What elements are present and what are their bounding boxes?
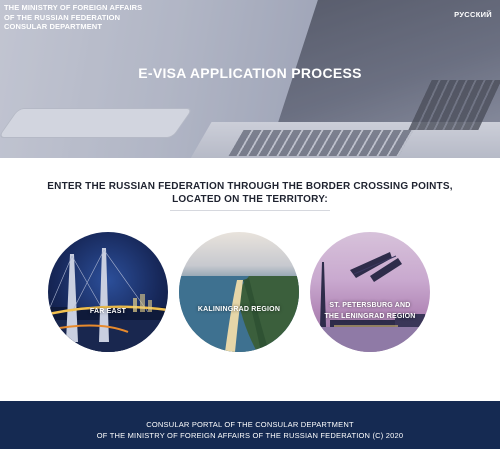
border-crossing-heading [0,180,500,206]
page-title: E-VISA APPLICATION PROCESS [138,65,362,81]
site-footer [0,401,500,449]
region-card-st-petersburg[interactable] [310,232,430,352]
region-label-st-petersburg [310,300,430,322]
region-card-kaliningrad[interactable] [179,232,299,352]
ministry-line-1: THE MINISTRY OF FOREIGN AFFAIRS [4,3,143,12]
kaliningrad-spit-image [179,232,299,352]
ministry-line-2: OF THE RUSSIAN FEDERATION [4,12,121,22]
language-switch-link[interactable]: РУССКИЙ [454,10,492,19]
st-petersburg-bridge-image [310,232,430,352]
heading-line-1: ENTER THE RUSSIAN FEDERATION THROUGH THE BORDER CROSSING POINTS, [47,181,453,192]
region-label-st-petersburg-line-2: THE LENINGRAD REGION [324,313,416,320]
region-label-kaliningrad: KALININGRAD REGION [197,306,281,313]
footer-line-2: OF THE MINISTRY OF FOREIGN AFFAIRS OF THE RUSSIAN FEDERATION (C) 2020 [96,431,404,440]
hero-banner [0,0,500,158]
heading-line-2: LOCATED ON THE TERRITORY: [172,194,328,205]
ministry-logo-text[interactable] [4,3,142,32]
region-label-st-petersburg-line-1: ST. PETERSBURG AND [329,302,411,309]
ministry-line-3: CONSULAR DEPARTMENT [4,22,103,31]
far-east-bridge-image [48,232,168,352]
region-label-far-east: FAR EAST [89,308,127,315]
footer-line-1: CONSULAR PORTAL OF THE CONSULAR DEPARTMENT [146,420,354,429]
region-card-far-east[interactable] [48,232,168,352]
heading-divider [170,210,330,211]
